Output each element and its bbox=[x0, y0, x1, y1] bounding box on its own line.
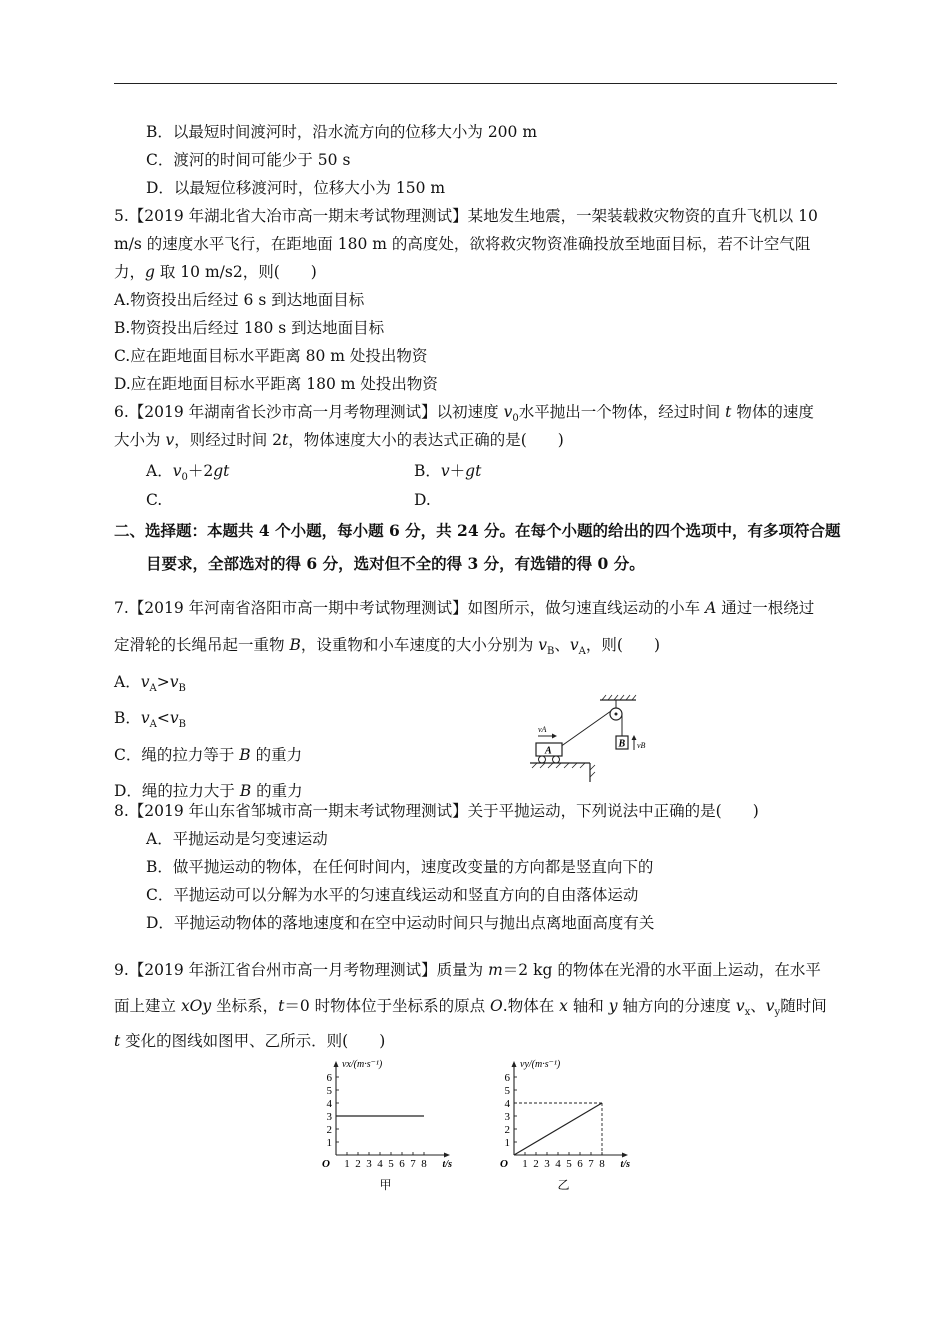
x-tick-label: 1 bbox=[344, 1158, 350, 1170]
q7-stem-line2: 定滑轮的长绳吊起一重物 B，设重物和小车速度的大小分别为 $v_B$、$v_A$，则( ) bbox=[114, 636, 661, 658]
q9-stem-line1: 9.【2019 年浙江省台州市高一月考物理测试】质量为 m＝2 kg 的物体在光滑的水平面上运动，在水平 bbox=[114, 961, 821, 979]
x-tick-label: 4 bbox=[377, 1158, 383, 1170]
header-rule bbox=[114, 83, 837, 84]
y-tick-label: 5 bbox=[326, 1085, 332, 1097]
x-tick-label: 8 bbox=[599, 1158, 605, 1170]
q8-option-a: A．平抛运动是匀变速运动 bbox=[146, 830, 328, 848]
x-axis-label: t/s bbox=[620, 1159, 630, 1170]
x-axis-label: t/s bbox=[442, 1159, 452, 1170]
x-tick-label: 8 bbox=[421, 1158, 427, 1170]
chart-yi-vy bbox=[490, 1055, 650, 1195]
q7-pulley-figure bbox=[528, 692, 656, 784]
weight-b-label: B bbox=[618, 738, 626, 750]
x-tick-label: 5 bbox=[566, 1158, 572, 1170]
x-tick-label: 2 bbox=[533, 1158, 539, 1170]
vb-label: vB bbox=[637, 741, 646, 750]
x-tick-label: 3 bbox=[366, 1158, 372, 1170]
q5-option-b: B.物资投出后经过 180 s 到达地面目标 bbox=[114, 319, 385, 337]
q5-option-a: A.物资投出后经过 6 s 到达地面目标 bbox=[114, 291, 365, 309]
q4-option-d: D．以最短位移渡河时，位移大小为 150 m bbox=[146, 179, 446, 197]
vb-arrow-icon bbox=[632, 735, 637, 740]
x-tick-label: 7 bbox=[410, 1158, 416, 1170]
y-axis-label: vy/(m·s⁻¹) bbox=[520, 1059, 561, 1070]
chart-title: 甲 bbox=[379, 1178, 392, 1192]
chart-title: 乙 bbox=[557, 1178, 570, 1192]
q7-stem-line1: 7.【2019 年河南省洛阳市高一期中考试物理测试】如图所示，做匀速直线运动的小车 A 通过一根绕过 bbox=[114, 599, 815, 617]
x-tick-label: 5 bbox=[388, 1158, 394, 1170]
x-tick-label: 4 bbox=[555, 1158, 561, 1170]
origin-label: O bbox=[500, 1158, 508, 1170]
y-tick-label: 2 bbox=[326, 1124, 332, 1136]
cart-wheel-right bbox=[553, 756, 560, 763]
y-tick-label: 4 bbox=[326, 1098, 332, 1110]
y-tick-label: 3 bbox=[504, 1111, 510, 1123]
x-tick-label: 3 bbox=[544, 1158, 550, 1170]
ground bbox=[530, 763, 595, 782]
origin-label: O bbox=[322, 1158, 330, 1170]
x-axis-arrow-icon bbox=[622, 1153, 628, 1158]
x-tick-label: 1 bbox=[522, 1158, 528, 1170]
q7-option-c: C．绳的拉力等于 B 的重力 bbox=[114, 746, 303, 764]
x-tick-label: 7 bbox=[588, 1158, 594, 1170]
y-axis-label: vx/(m·s⁻¹) bbox=[342, 1059, 383, 1070]
q5-option-d: D.应在距地面目标水平距离 180 m 处投出物资 bbox=[114, 375, 438, 393]
q6-stem-line2: 大小为 v，则经过时间 2t，物体速度大小的表达式正确的是( ) bbox=[114, 431, 564, 449]
va-label: vA bbox=[538, 725, 547, 734]
rope-to-cart bbox=[560, 711, 611, 747]
q7-option-b: B．$v_A<v_B$ bbox=[114, 709, 187, 731]
va-arrow-icon bbox=[552, 734, 557, 739]
q7-option-d: D．绳的拉力大于 B 的重力 bbox=[114, 782, 303, 800]
y-tick-label: 2 bbox=[504, 1124, 510, 1136]
y-axis-arrow-icon bbox=[512, 1061, 517, 1067]
series-line-vy bbox=[514, 1103, 602, 1155]
q6-option-b: B．v＋gt bbox=[414, 462, 482, 480]
q5-option-c: C.应在距地面目标水平距离 80 m 处投出物资 bbox=[114, 347, 428, 365]
y-tick-label: 1 bbox=[504, 1137, 510, 1149]
section2-instructions-line2: 目要求，全部选对的得 6 分，选对但不全的得 3 分，有选错的得 0 分。 bbox=[146, 554, 645, 573]
cart-a-label: A bbox=[545, 745, 552, 757]
y-tick-label: 3 bbox=[326, 1111, 332, 1123]
cart-wheel-left bbox=[539, 756, 546, 763]
y-tick-label: 6 bbox=[326, 1072, 332, 1084]
x-tick-label: 6 bbox=[399, 1158, 405, 1170]
q6-option-c: C. bbox=[146, 491, 163, 509]
q6-option-d: D. bbox=[414, 491, 431, 509]
q8-option-c: C．平抛运动可以分解为水平的匀速直线运动和竖直方向的自由落体运动 bbox=[146, 886, 639, 904]
q4-option-c: C．渡河的时间可能少于 50 s bbox=[146, 151, 351, 169]
q6-stem-line1: 6.【2019 年湖南省长沙市高一月考物理测试】以初速度 $v_0$水平抛出一个物体，经过时间 t 物体的速度 bbox=[114, 403, 814, 425]
x-tick-label: 2 bbox=[355, 1158, 361, 1170]
q8-option-b: B．做平抛运动的物体，在任何时间内，速度改变量的方向都是竖直向下的 bbox=[146, 858, 654, 876]
q9-stem-line2: 面上建立 xOy 坐标系，t＝0 时物体位于坐标系的原点 O.物体在 x 轴和 y 轴方向的分速度 $v_x$、$v_y$随时间 bbox=[114, 997, 827, 1019]
q5-stem-line3: 力，g 取 10 m/s2，则( ) bbox=[114, 263, 317, 281]
q8-stem: 8.【2019 年山东省邹城市高一期末考试物理测试】关于平抛运动，下列说法中正确的是( ) bbox=[114, 802, 759, 820]
q9-stem-line3: t 变化的图线如图甲、乙所示．则( ) bbox=[114, 1032, 386, 1050]
y-tick-label: 6 bbox=[504, 1072, 510, 1084]
section2-instructions-line1: 二、选择题：本题共 4 个小题，每小题 6 分，共 24 分。在每个小题的给出的四个选项中，有多项符合题 bbox=[114, 521, 841, 540]
q8-option-d: D．平抛运动物体的落地速度和在空中运动时间只与抛出点离地面高度有关 bbox=[146, 914, 655, 932]
q5-stem-line2: m/s 的速度水平飞行，在距地面 180 m 的高度处，欲将救灾物资准确投放至地面目标，若不计空气阻 bbox=[114, 235, 811, 253]
y-axis-arrow-icon bbox=[334, 1061, 339, 1067]
q4-option-b: B．以最短时间渡河时，沿水流方向的位移大小为 200 m bbox=[146, 123, 538, 141]
q5-stem-line1: 5.【2019 年湖北省大冶市高一期末考试物理测试】某地发生地震，一架装载救灾物资的直升飞机以 10 bbox=[114, 207, 818, 225]
y-tick-label: 4 bbox=[504, 1098, 510, 1110]
chart-jia-vx bbox=[312, 1055, 472, 1195]
q7-option-a: A．$v_A>v_B$ bbox=[114, 673, 186, 695]
q6-option-a: A．$v_0+2gt$ bbox=[146, 462, 230, 484]
y-tick-label: 5 bbox=[504, 1085, 510, 1097]
x-tick-label: 6 bbox=[577, 1158, 583, 1170]
x-axis-arrow-icon bbox=[444, 1153, 450, 1158]
y-tick-label: 1 bbox=[326, 1137, 332, 1149]
